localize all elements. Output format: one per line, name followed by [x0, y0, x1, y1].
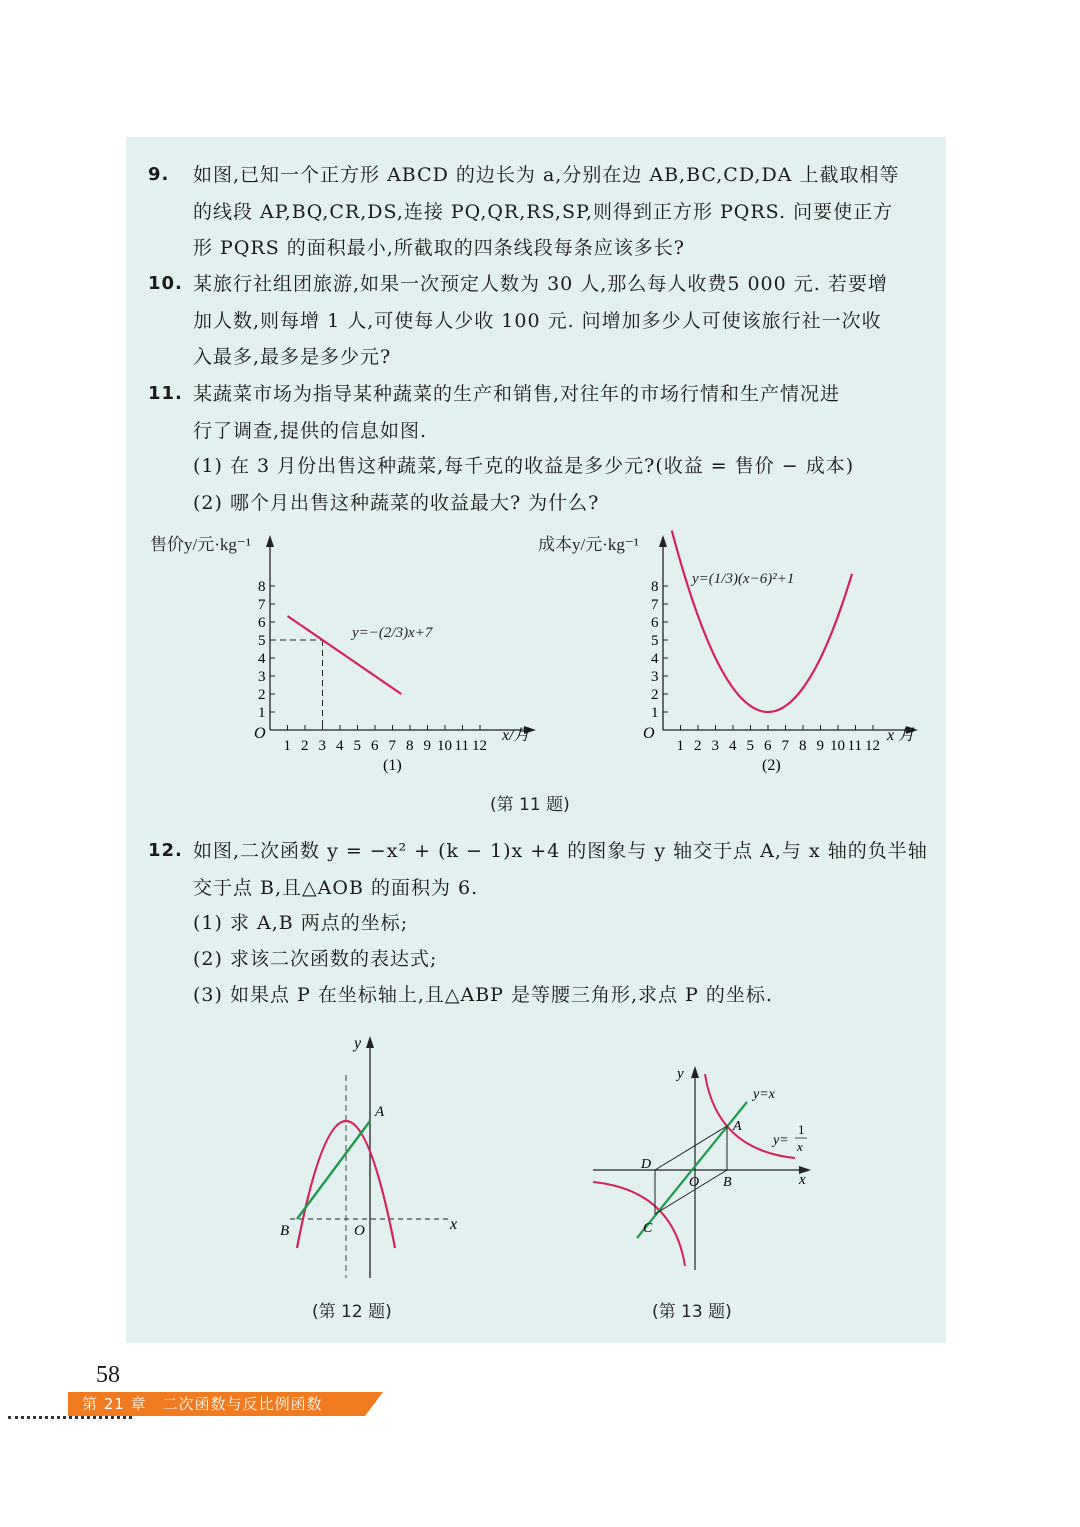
- equation-label: y=−(2/3)x+7: [352, 625, 433, 641]
- y-axis-label: 售价y/元·kg⁻¹: [150, 535, 251, 554]
- x-tick-label: 10: [830, 738, 845, 754]
- y-tick-label: 3: [258, 669, 266, 685]
- y-axis-arrow: [691, 1066, 699, 1078]
- x-tick-label: 12: [865, 738, 880, 754]
- y-tick-label: 7: [258, 597, 266, 613]
- y-tick-label: 6: [651, 615, 659, 631]
- chapter-banner: [68, 1392, 383, 1416]
- question-12: [148, 833, 928, 906]
- x-tick-label: 12: [472, 738, 487, 754]
- question-number: 9.: [148, 164, 170, 185]
- curve-label-numerator: 1: [798, 1122, 805, 1137]
- x-tick-label: 9: [423, 738, 431, 754]
- x-tick-label: 6: [371, 738, 379, 754]
- x-tick-label: 11: [847, 738, 862, 754]
- x-tick-label: 3: [711, 738, 719, 754]
- y-axis-arrow: [266, 535, 274, 547]
- curve-label-y: y=: [773, 1133, 789, 1148]
- y-tick-label: 1: [651, 705, 659, 721]
- x-tick-label: 3: [318, 738, 326, 754]
- question-line: 形 PQRS 的面积最小,所截取的四条线段每条应该多长?: [193, 237, 685, 259]
- x-tick-label: 8: [406, 738, 414, 754]
- x-tick-label: 2: [301, 738, 309, 754]
- question-12-part-2: (2) 求该二次函数的表达式;: [193, 948, 438, 970]
- chart-caption: (1): [383, 757, 402, 774]
- point-d-label: D: [641, 1157, 652, 1172]
- origin-label: O: [254, 725, 266, 742]
- figure-caption-13: (第 13 题): [652, 1302, 732, 1322]
- point-b-label: B: [723, 1175, 732, 1190]
- figure-caption-12: (第 12 题): [312, 1302, 392, 1322]
- y-tick-label: 2: [651, 687, 659, 703]
- y-tick-label: 5: [258, 633, 266, 649]
- y-tick-label: 7: [651, 597, 659, 613]
- curve-label-denominator: x: [797, 1139, 803, 1154]
- x-tick-label: 11: [454, 738, 469, 754]
- y-tick-label: 3: [651, 669, 659, 685]
- cost-curve: [672, 531, 852, 713]
- y-label: y: [354, 1035, 362, 1052]
- x-tick-label: 5: [353, 738, 361, 754]
- x-tick-label: 1: [676, 738, 684, 754]
- question-9: [148, 157, 928, 267]
- origin-label: O: [643, 725, 655, 742]
- question-number: 12.: [148, 840, 183, 861]
- question-number: 11.: [148, 383, 183, 404]
- question-line: 如图,二次函数 y = −x² + (k − 1)x +4 的图象与 y 轴交于点 A,与 x 轴的负半轴: [193, 840, 928, 862]
- figure-12: [270, 1030, 470, 1285]
- y-axis-arrow: [366, 1036, 374, 1048]
- x-tick-label: 7: [781, 738, 789, 754]
- y-tick-label: 5: [651, 633, 659, 649]
- point-a-label: A: [733, 1119, 742, 1134]
- figure-caption-11: (第 11 题): [490, 795, 570, 815]
- price-chart: [140, 525, 560, 785]
- question-line: 入最多,最多是多少元?: [193, 346, 392, 368]
- y-axis-arrow: [659, 535, 667, 547]
- question-line: 某蔬菜市场为指导某种蔬菜的生产和销售,对往年的市场行情和生产情况进: [193, 383, 841, 405]
- question-line: 加人数,则每增 1 人,可使每人少收 100 元. 问增加多少人可使该旅行社一次收: [193, 309, 882, 332]
- x-axis-label: x/月: [502, 727, 530, 744]
- question-line: 某旅行社组团旅游,如果一次预定人数为 30 人,那么每人收费5 000 元. 若要增: [193, 273, 888, 295]
- question-11: [148, 376, 928, 449]
- origin-label: O: [689, 1175, 700, 1190]
- question-10: [148, 266, 928, 376]
- line-label: y=x: [753, 1087, 775, 1102]
- y-tick-label: 1: [258, 705, 266, 721]
- x-tick-label: 7: [388, 738, 396, 754]
- x-tick-label: 4: [729, 738, 737, 754]
- y-tick-label: 4: [651, 651, 659, 667]
- x-label: x: [799, 1172, 806, 1188]
- cost-chart: [530, 525, 940, 785]
- question-line: 行了调查,提供的信息如图.: [193, 419, 428, 442]
- point-a-label: A: [375, 1104, 385, 1120]
- question-11-part-1: (1) 在 3 月份出售这种蔬菜,每千克的收益是多少元?(收益 = 售价 − 成本): [193, 455, 855, 477]
- y-tick-label: 4: [258, 651, 266, 667]
- y-tick-label: 8: [258, 579, 266, 595]
- x-label: x: [450, 1216, 458, 1233]
- x-tick-label: 6: [764, 738, 772, 754]
- y-tick-label: 2: [258, 687, 266, 703]
- chapter-title: 第 21 章 二次函数与反比例函数: [82, 1395, 323, 1413]
- dotted-rule: [8, 1416, 132, 1423]
- question-12-part-3: (3) 如果点 P 在坐标轴上,且△ABP 是等腰三角形,求点 P 的坐标.: [193, 984, 773, 1006]
- equation-label: y=(1/3)(x−6)²+1: [692, 571, 795, 587]
- y-tick-label: 8: [651, 579, 659, 595]
- point-b-label: B: [280, 1223, 290, 1239]
- y-tick-label: 6: [258, 615, 266, 631]
- x-tick-label: 2: [694, 738, 702, 754]
- question-12-part-1: (1) 求 A,B 两点的坐标;: [193, 912, 409, 934]
- x-tick-label: 4: [336, 738, 344, 754]
- x-axis-label: x 月: [887, 727, 915, 744]
- origin-label: O: [354, 1223, 365, 1239]
- segment-ab: [297, 1121, 370, 1219]
- x-tick-label: 10: [437, 738, 452, 754]
- x-tick-label: 9: [816, 738, 824, 754]
- y-axis-label: 成本y/元·kg⁻¹: [538, 535, 639, 554]
- question-line: 交于点 B,且△AOB 的面积为 6.: [193, 876, 479, 899]
- figure-13: [585, 1060, 825, 1275]
- question-number: 10.: [148, 273, 183, 294]
- question-line: 如图,已知一个正方形 ABCD 的边长为 a,分别在边 AB,BC,CD,DA 上截取相等: [193, 164, 900, 186]
- question-11-part-2: (2) 哪个月出售这种蔬菜的收益最大? 为什么?: [193, 492, 600, 514]
- x-tick-label: 1: [283, 738, 291, 754]
- question-line: 的线段 AP,BQ,CR,DS,连接 PQ,QR,RS,SP,则得到正方形 PQRS. 问要使正方: [193, 200, 894, 223]
- y-label: y: [677, 1066, 684, 1082]
- point-c-label: C: [643, 1221, 653, 1236]
- chart-caption: (2): [762, 757, 781, 774]
- x-tick-label: 8: [799, 738, 807, 754]
- page-number: 58: [96, 1362, 120, 1388]
- x-tick-label: 5: [746, 738, 754, 754]
